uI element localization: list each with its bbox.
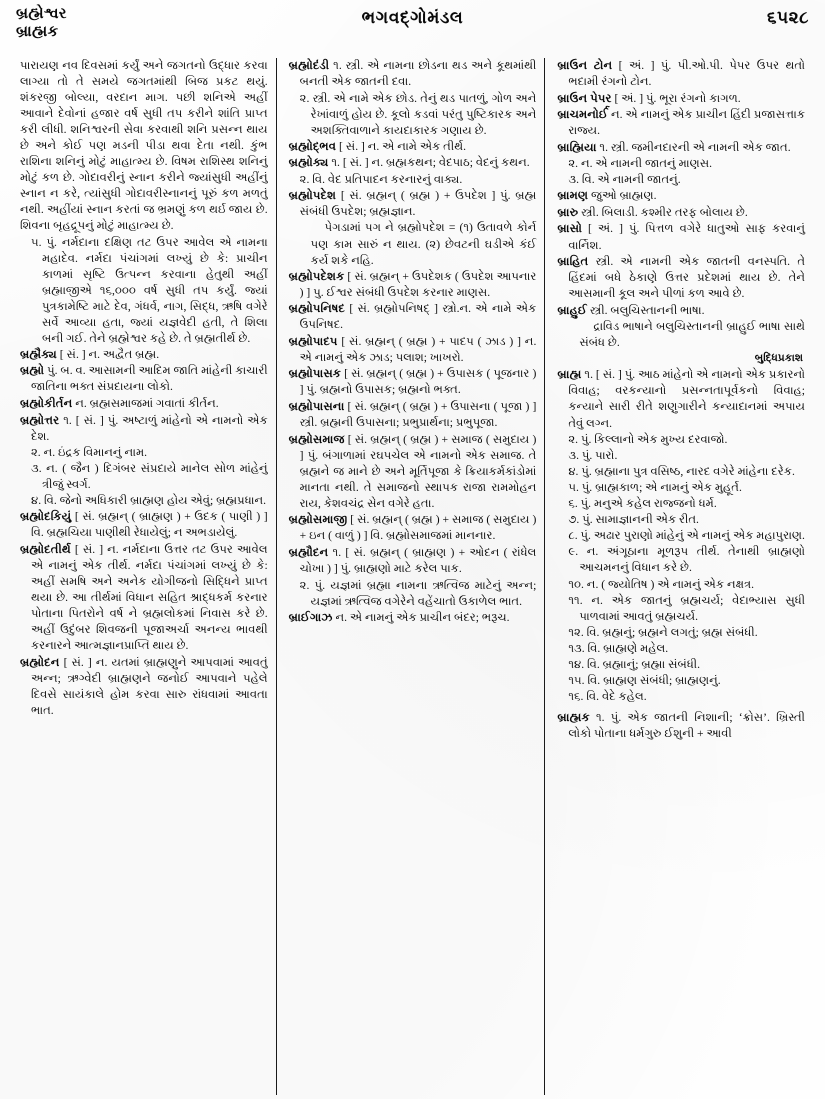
entry-definition: [ સં. બ્રહ્મન્ ( બ્રાહ્મણ ) + ઉદક ( પાણી ) ] વિ. બ્રહ્મચિયા પાણીથી રેધાયેલું; ન અભડાયેલું.: [31, 510, 268, 540]
entry-definition: [ અં. ] પું. પી.ઓ.પી. પેપર ઉપર થતો ભદામી રંગનો ટોન.: [568, 59, 806, 89]
dictionary-entry: [289, 545, 537, 577]
column-3-body: [557, 58, 805, 742]
running-head-left-second-word: બ્રાહ્મક: [16, 23, 59, 40]
dictionary-entry: [557, 188, 805, 204]
dictionary-entry: [289, 610, 537, 626]
entry-headword: બ્રહ્મોદતીર્થ: [20, 542, 71, 556]
entry-definition: [ સં. ] ન. નર્મદાના ઉત્તર તટ ઉપર આવેલ એ નામનું એક તીર્થ. નર્મદા પંચાંગમાં લખ્યું છે કે: અહીં સમષિ અને અનેક યોગીજનો સિદ્ધિને પ્રાપ્ત થયા છે. આ તીર્થમાં વિધાન સહિત શ્રાદ્ધકર્મ કરનાર પોતાના પિતરોને વર્ષ ને બ્રહ્મલોકમાં નિવાસ કરે છે. અહીં ઉદુંબર શિવજની પૂજાઅર્ચા અનન્ય ભાવથી કરનારને આત્મજ્ઞાનપ્રાપ્તિ થાય છે.: [31, 542, 268, 653]
entry-headword: બ્રાહુઈ: [557, 303, 587, 317]
entry-sense: ૨. ન. ઇંદ્રક વિમાનનું નામ.: [31, 446, 148, 460]
entry-sense: ૧૫. વિ. બ્રાહ્મણ સંબંધી; બ્રાહ્મણનું.: [568, 673, 721, 687]
dictionary-entry: [289, 301, 537, 333]
entry-definition: ૧. સ્ત્રી. એ નામના છોડના થડ અને કૂથમાંથી બનતી એક જાતની દવા.: [299, 59, 537, 89]
entry-sense: ૧૪. વિ. બ્રહ્માનું; બ્રહ્મા સંબંધી.: [568, 657, 701, 671]
entry-definition: ૧. [ સં. ] ન. બ્રહ્મકથન; વેદપાઠ; વેદનું કથન.: [328, 156, 530, 170]
entry-headword: બ્રાચમનોર્ઈ: [557, 108, 608, 122]
entry-sense: ૬. પું. મનુએ કહેલ રાજ્જનો ધર્મ.: [568, 497, 717, 511]
entry-sense: ૯. ન. અંગૂઠાના મૂળરૂપ તીર્થ. તેનાથી બ્રાહ્મણો આચમનનું વિધાન કરે છે.: [568, 545, 806, 575]
running-head: [0, 0, 825, 54]
dictionary-entry: [20, 655, 268, 719]
column-container: [14, 58, 813, 1095]
entry-usage-note: દ્રાવિડ ભાષાને બલુચિસ્તાનની બ્રાહુઈ ભાષા સાથે સંબંધ છે.: [579, 320, 806, 350]
entry-headword: બ્રહ્મોદકિયું: [20, 510, 72, 524]
dictionary-entry: [289, 334, 537, 366]
dictionary-entry: [289, 399, 537, 431]
entry-sense: ૪. પું. બ્રહ્માના પુત્ર વસિષ્ઠ, નારદ વગેરે માંહેના દરેક.: [568, 465, 795, 479]
dictionary-entry: [20, 542, 268, 654]
entry-definition: ૧. સ્ત્રી. જમીનદારની એ નામની એક જાત.: [596, 140, 791, 154]
entry-headword: બ્રાઉન પેપર: [557, 91, 612, 105]
dictionary-entry: [289, 512, 537, 544]
running-head-left-first-word: બ્રહ્મેશ્વર: [16, 6, 67, 22]
entry-definition: જુઓ બ્રાહ્મણ.: [588, 189, 657, 203]
entry-definition: [ અં. ] પું. ભૂરા રંગનો કાગળ.: [611, 91, 741, 105]
entry-definition: [ સં. ] ન. એ નામે એક તીર્થ.: [336, 139, 466, 153]
entry-sense: ૧૩. વિ. બ્રાહ્મણે મહેલ.: [568, 641, 669, 655]
dictionary-entry: [557, 107, 805, 139]
entry-sense: ૨. સ્ત્રી. એ નામે એક છોડ. તેનું થડ પાતળું, ગોળ અને રેખાંવાળું હોય છે. કૂલો કડવાં પરંતુ પુષ્ટિકારક અને અશક્તિવાળાને કાયદાકારક ગણાય છે.: [299, 91, 537, 137]
entry-definition: ન. બ્રહ્મસમાજમાં ગવાતાં કીર્તન.: [72, 396, 219, 410]
entry-definition: [ અં. ] પું. પિત્તળ વગેરે ધાતુઓ સાફ કરવાનું વાર્નિશ.: [568, 222, 806, 252]
dictionary-entry: [20, 347, 268, 363]
entry-headword: બ્રાહ્મક: [557, 710, 590, 724]
page-number: ૬૫૨૮: [766, 8, 809, 27]
entry-headword: બ્રહ્મોપદેશક: [288, 269, 345, 283]
dictionary-title: ભગવદ્ગોમંડલ: [361, 8, 464, 27]
carryover-paragraph: પારાયણ નવ દિવસમાં કર્યું અને જગતનો ઉદ્ધાર કરવા લાગ્યા તો તે સમયે જગતમાંથી બિજ પ્રકટ થયું. શંકરજી બોલ્યા, વરદાન માગ. પછી શનિએ અહીં આવાને દેવોનાં હજાર વર્ષ સુધી તપ કરીને શાંતિ પ્રાપ્ત કરી લીધી. શનિશ્વરની સેવા કરવાથી શનિ પ્રસન્ન થાય છે અને કોઈ પણ મડની પીડા થવા દેતા નથી. કુંભ રાશિના શનિનું મોટું માહાત્મ્ય છે. વિષમ રાશિસ્થ શનિનું મોટું કળ છે. ગોદાવરીનું સ્નાન કરીને જ્યાંસુધી અહીંનું સ્નાન ન કરે, ત્યાંસુધી ગોદાવરીસ્નાનનું પૂરું કળ મળતું નથી. અહીંયાં સ્નાન કરતાં જ ભ્રમણું કળ થર્ઇ જાય છે. શિવના બૃહદ્રૂપનું મોટું માહાત્મ્ય છે.: [20, 59, 268, 233]
entry-definition: [ સં. ] ન. અદ્વૈત બ્રહ્મ.: [56, 347, 160, 361]
dictionary-entry: [20, 396, 268, 412]
entry-definition: ન. એ નામનું એક પ્રાચીન બંદર; ભરૂચ.: [332, 610, 510, 624]
entry-headword: બ્રહ્મૌદન: [288, 545, 329, 559]
column-2-body: [289, 58, 537, 626]
entry-sense: ૨. પું. કિલ્લાનો એક મુખ્ય દરવાજો.: [568, 433, 728, 447]
entry-definition: ન. એ નામનું એક પ્રાચીન હિંદી પ્રજાસત્તાક રાજ્ય.: [568, 108, 806, 138]
entry-sense: ૧૦. ન. ( જ્યોતિષ ) એ નામનું એક નક્ષત્ર.: [568, 577, 755, 591]
dictionary-entry: [20, 363, 268, 395]
entry-sense: ૩. પું. પારો.: [568, 449, 618, 463]
column-3: [544, 58, 813, 1095]
entry-definition: સ્ત્રી. બલુચિસ્તાનની ભાષા.: [587, 303, 705, 317]
entry-headword: બ્રાહ્મ: [557, 368, 582, 382]
entry-definition: ૧. પું. એક જાતની નિશાની; ‘ક્રોસ’. ખ્રિસ્તી લોકો પોતાના ધર્મગુરુ ઈશુની + આવી: [568, 710, 806, 740]
column-2: [276, 58, 545, 1095]
entry-headword: બ્રહ્મોત્તર: [20, 413, 60, 427]
dictionary-entry: [289, 139, 537, 155]
dictionary-entry: [557, 140, 805, 156]
dictionary-entry: [557, 303, 805, 319]
entry-headword: બ્રહ્મોપાસના: [288, 399, 345, 413]
entry-sense: ૧૧. ન. એક જાતનું બ્રહ્મચર્ય; વેદાભ્યાસ સુધી પાળવામાં આવતું બ્રહ્મચર્ય.: [568, 593, 806, 623]
entry-definition: [ સં. બ્રહ્મન્ ( બ્રહ્મ ) + સમાજ ( સમુદાય ) + ઇન ( વાળું ) ] વિ. બ્રહ્મોસમાજમાં માનનાર.: [299, 513, 537, 543]
entry-definition: ૧. [ સં. બ્રહ્મન્ ( બ્રાહ્મણ ) + ઓદન ( રાંધેલ ચોખા ) ] પું. બ્રાહ્મણો માટે કરેલ પાક.: [299, 545, 537, 575]
entry-headword: બ્રહ્મોદંડી: [288, 59, 330, 72]
entry-headword: બ્રામણ: [557, 189, 589, 203]
dictionary-entry: [20, 413, 268, 445]
entry-usage-note: પેગડામાં પગ ને બ્રહ્મોપદેશ = (૧) ઉતાવળે કોર્ન પણ કામ સારું ન થાય. (૨) છેવટની ઘડીએ કંઈ કર્ય શકે નહિ.: [310, 221, 537, 267]
entry-sense: ૫. પું. બ્રાહ્મકાળ; એ નામનું એક મુહૂર્ત.: [568, 481, 742, 495]
entry-definition: ૧. [ સં. ] પું. આઠ માંહેનો એ નામનો એક પ્રકારનો વિવાહ; વરકન્યાનો પ્રસન્નતાપૂર્વકનો વિવાહ; કન્યાને સારી રીતે શણુગારીને કન્યાદાનમાં અપાય તેવું લગ્ન.: [568, 368, 806, 430]
entry-headword: બ્રાસો: [557, 222, 582, 236]
entry-headword: બ્રહ્મોપાસક: [288, 367, 342, 381]
dictionary-entry: [557, 221, 805, 253]
dictionary-entry: [557, 710, 805, 742]
entry-definition: [ સં. બ્રહ્મન્ ( બ્રહ્મ ) + ઉપાસના ( પૂજા ) ] સ્ત્રી. બ્રહ્મની ઉપાસના; પ્રભુપ્રાર્થના; પ્રભુપૂજા.: [299, 399, 537, 430]
entry-sense: ૩. ન. ( જૈન ) દિગંબર સંપ્રદાયે માનેલ સોળ માંહેનું ત્રીજું સ્વર્ગ.: [31, 462, 268, 492]
entry-definition: [ સં. બ્રહ્મન્ ( બ્રહ્મ ) + સમાજ ( સમુદાય ) ] પું. બંગાળામાં રઘપચેલ એ નામનો એક સમાજ. તે બ્રહ્મને જ માને છે અને મૂર્તિપૂજા કે ક્રિયાકર્મકાંડોમાં માનતા નથી. તે સમાજનો સ્થાપક રાજા રામમોહન રાય, કેશવચંદ્ર સેન વગેરે હતા.: [299, 432, 537, 510]
entry-sense: ૧૬. વિ. વેદે કહેલ.: [568, 689, 647, 703]
entry-definition: ૧. [ સં. ] પું. અષ્ટાળું માંહેનો એ નામનો એક દેશ.: [31, 413, 268, 443]
citation-source: બુદ્ધિપ્રકાશ: [754, 353, 804, 365]
column-1: [14, 58, 276, 1095]
entry-headword: બ્રાઈગાઝ: [288, 610, 333, 624]
entry-headword: બ્રહ્મોસમાજ: [288, 432, 345, 446]
dictionary-entry: [289, 58, 537, 90]
entry-headword: બ્રાહ્મિયા: [557, 140, 597, 154]
entry-headword: બ્રાઉન ટોન: [557, 59, 613, 72]
entry-headword: બ્રાહિત: [557, 255, 589, 269]
entry-headword: બ્રહ્મોપનિષદ: [288, 302, 345, 316]
entry-definition: [ સં. બ્રહ્મન્ ( બ્રહ્મ ) + પાદપ ( ઝાડ ) ] ન. એ નામનું એક ઝાડ; પલાશ; ખાખરો.: [299, 334, 537, 364]
entry-sense: ૨. ન. એ નામની જાતનું માણસ.: [568, 157, 713, 171]
entry-definition: [ સં. ] ન. યતમાં બ્રાહ્મણુને આપવામાં આવતું અન્ન; ઋગ્વેદી બ્રાહ્મણને જનોઈ આપવાને પહેલે દિવસે સાયંકાલે હોમ કરવા સારુ રાંધવામાં આવતા ભાત.: [31, 655, 268, 717]
dictionary-entry: [289, 155, 537, 171]
entry-headword: બ્રહ્મો: [20, 364, 45, 378]
column-1-body: [20, 58, 268, 719]
dictionary-entry: [289, 432, 537, 512]
entry-sense: ૧૨. વિ. બ્રહ્મનું; બ્રહ્મને લગતું; બ્રહ્મ સંબંધી.: [568, 625, 758, 639]
entry-headword: બ્રહ્મોપદેશ: [288, 188, 337, 202]
dictionary-entry: [557, 367, 805, 431]
entry-definition: સ્ત્રી. એ નામની એક જાતની વનસ્પતિ. તે હિંદમાં બધે ઠેકાણે ઉત્તર પ્રદેશમાં થાય છે. તેને આસમાની કૂલ અને પીળાં કળ આવે છે.: [568, 255, 806, 301]
entry-sense: ૩. વિ. એ નામની જાતનું.: [568, 173, 681, 187]
entry-headword: બ્રારુ: [557, 205, 579, 219]
dictionary-entry: [289, 366, 537, 398]
entry-headword: બ્રહ્મોક્ય: [288, 156, 329, 170]
entry-headword: બ્રહ્મોસમાજી: [288, 513, 348, 527]
entry-definition: સ્ત્રી. બિલાડી. કશ્મીર તરફ બોલાય છે.: [578, 205, 748, 219]
dictionary-entry: [557, 58, 805, 90]
dictionary-entry: [20, 509, 268, 541]
entry-headword: બ્રહ્મોકીર્તન: [20, 396, 73, 410]
entry-definition: પું. બ. વ. આસામની આદિમ જાતિ માંહેની કાચારી જાતિના ભક્ત સંપ્રદાયના લોકો.: [31, 364, 268, 394]
entry-headword: બ્રહ્મોપાદપ: [288, 334, 338, 348]
entry-definition: [ સં. બ્રહ્મોપનિષદ્ ] સ્ત્રો.ન. એ નામે એક ઉપનિષદ.: [299, 302, 537, 332]
dictionary-entry: [557, 254, 805, 302]
entry-sense: ૫. પું. નર્મદાના દક્ષિણ તટ ઉપર આવેલ એ નામના મહાદેવ. નર્મદા પંચાંગમાં લખ્યું છે કે: પ્રાચીન કાળમાં સૃષ્ટિ ઉત્પન્ન કરવાના હેતુથી અહીં બ્રહ્માજીએ ૧૬,૦૦૦ વર્ષ સુધી તપ કર્યું. જ્યાં પુત્રકામેષ્ટિ માટે દેવ, ગંધર્વ, નાગ, સિદ્ધ, ઋષિ વગેરે સર્વે આવ્યા હતા, જ્યાં યજ્ઞવેદી હતી, તે શિલા બની ગઈ. તેને બ્રહ્મેશ્વર કહે છે. તે બ્રહ્મતીર્થ છે.: [31, 235, 268, 345]
dictionary-entry: [557, 205, 805, 221]
entry-headword: બ્રહ્મોદન: [20, 655, 60, 669]
entry-sense: ૨. પું. યજ્ઞમાં બ્રહ્મા નામના ઋત્વિજ માટેનું અન્ન; યજ્ઞમાં ઋત્વિજ વગેરેને વહેંચાતો ઉકાળેલ ભાત.: [299, 578, 537, 608]
dictionary-entry: [289, 269, 537, 301]
entry-definition: [ સં. બ્રહ્મન્ ( બ્રહ્મ ) + ઉપદેશ ] પું. બ્રહ્મ સંબંધી ઉપદેશ; બ્રહ્મજ્ઞાન.: [299, 188, 537, 218]
entry-sense: ૭. પું. સામાજ્ઞાનની એક રીત.: [568, 513, 699, 527]
entry-sense: ૨. વિ. વેદ પ્રતિપાદન કરનારનું વાક્ય.: [299, 172, 463, 186]
entry-definition: [ સં. બ્રહ્મન્ + ઉપદેશક ( ઉપદેશ આપનાર ) ] પુ. ઈશ્વર સંબંધી ઉપદેશ કરનાર માણસ.: [299, 269, 537, 299]
entry-sense: ૪. વિ. જેનો અધિકારી બ્રાહ્મણ હોય એવું; બ્રહ્મપ્રધાન.: [31, 494, 267, 508]
entry-sense: ૮. પું. અઢાર પુરાણો માંહેનું એ નામનું એક મહાપુરાણ.: [568, 529, 805, 543]
dictionary-entry: [557, 91, 805, 107]
entry-definition: [ સં. બ્રહ્મન્ ( બ્રહ્મ ) + ઉપાસક ( પૂજનાર ) ] પું. બ્રહ્મનો ઉપાસક; બ્રહ્મનો ભક્ત.: [299, 367, 537, 397]
dictionary-entry: [289, 188, 537, 220]
entry-headword: બ્રહ્મૈક્ય: [20, 347, 57, 361]
entry-headword: બ્રહ્મોદ્ભવ: [288, 139, 337, 153]
